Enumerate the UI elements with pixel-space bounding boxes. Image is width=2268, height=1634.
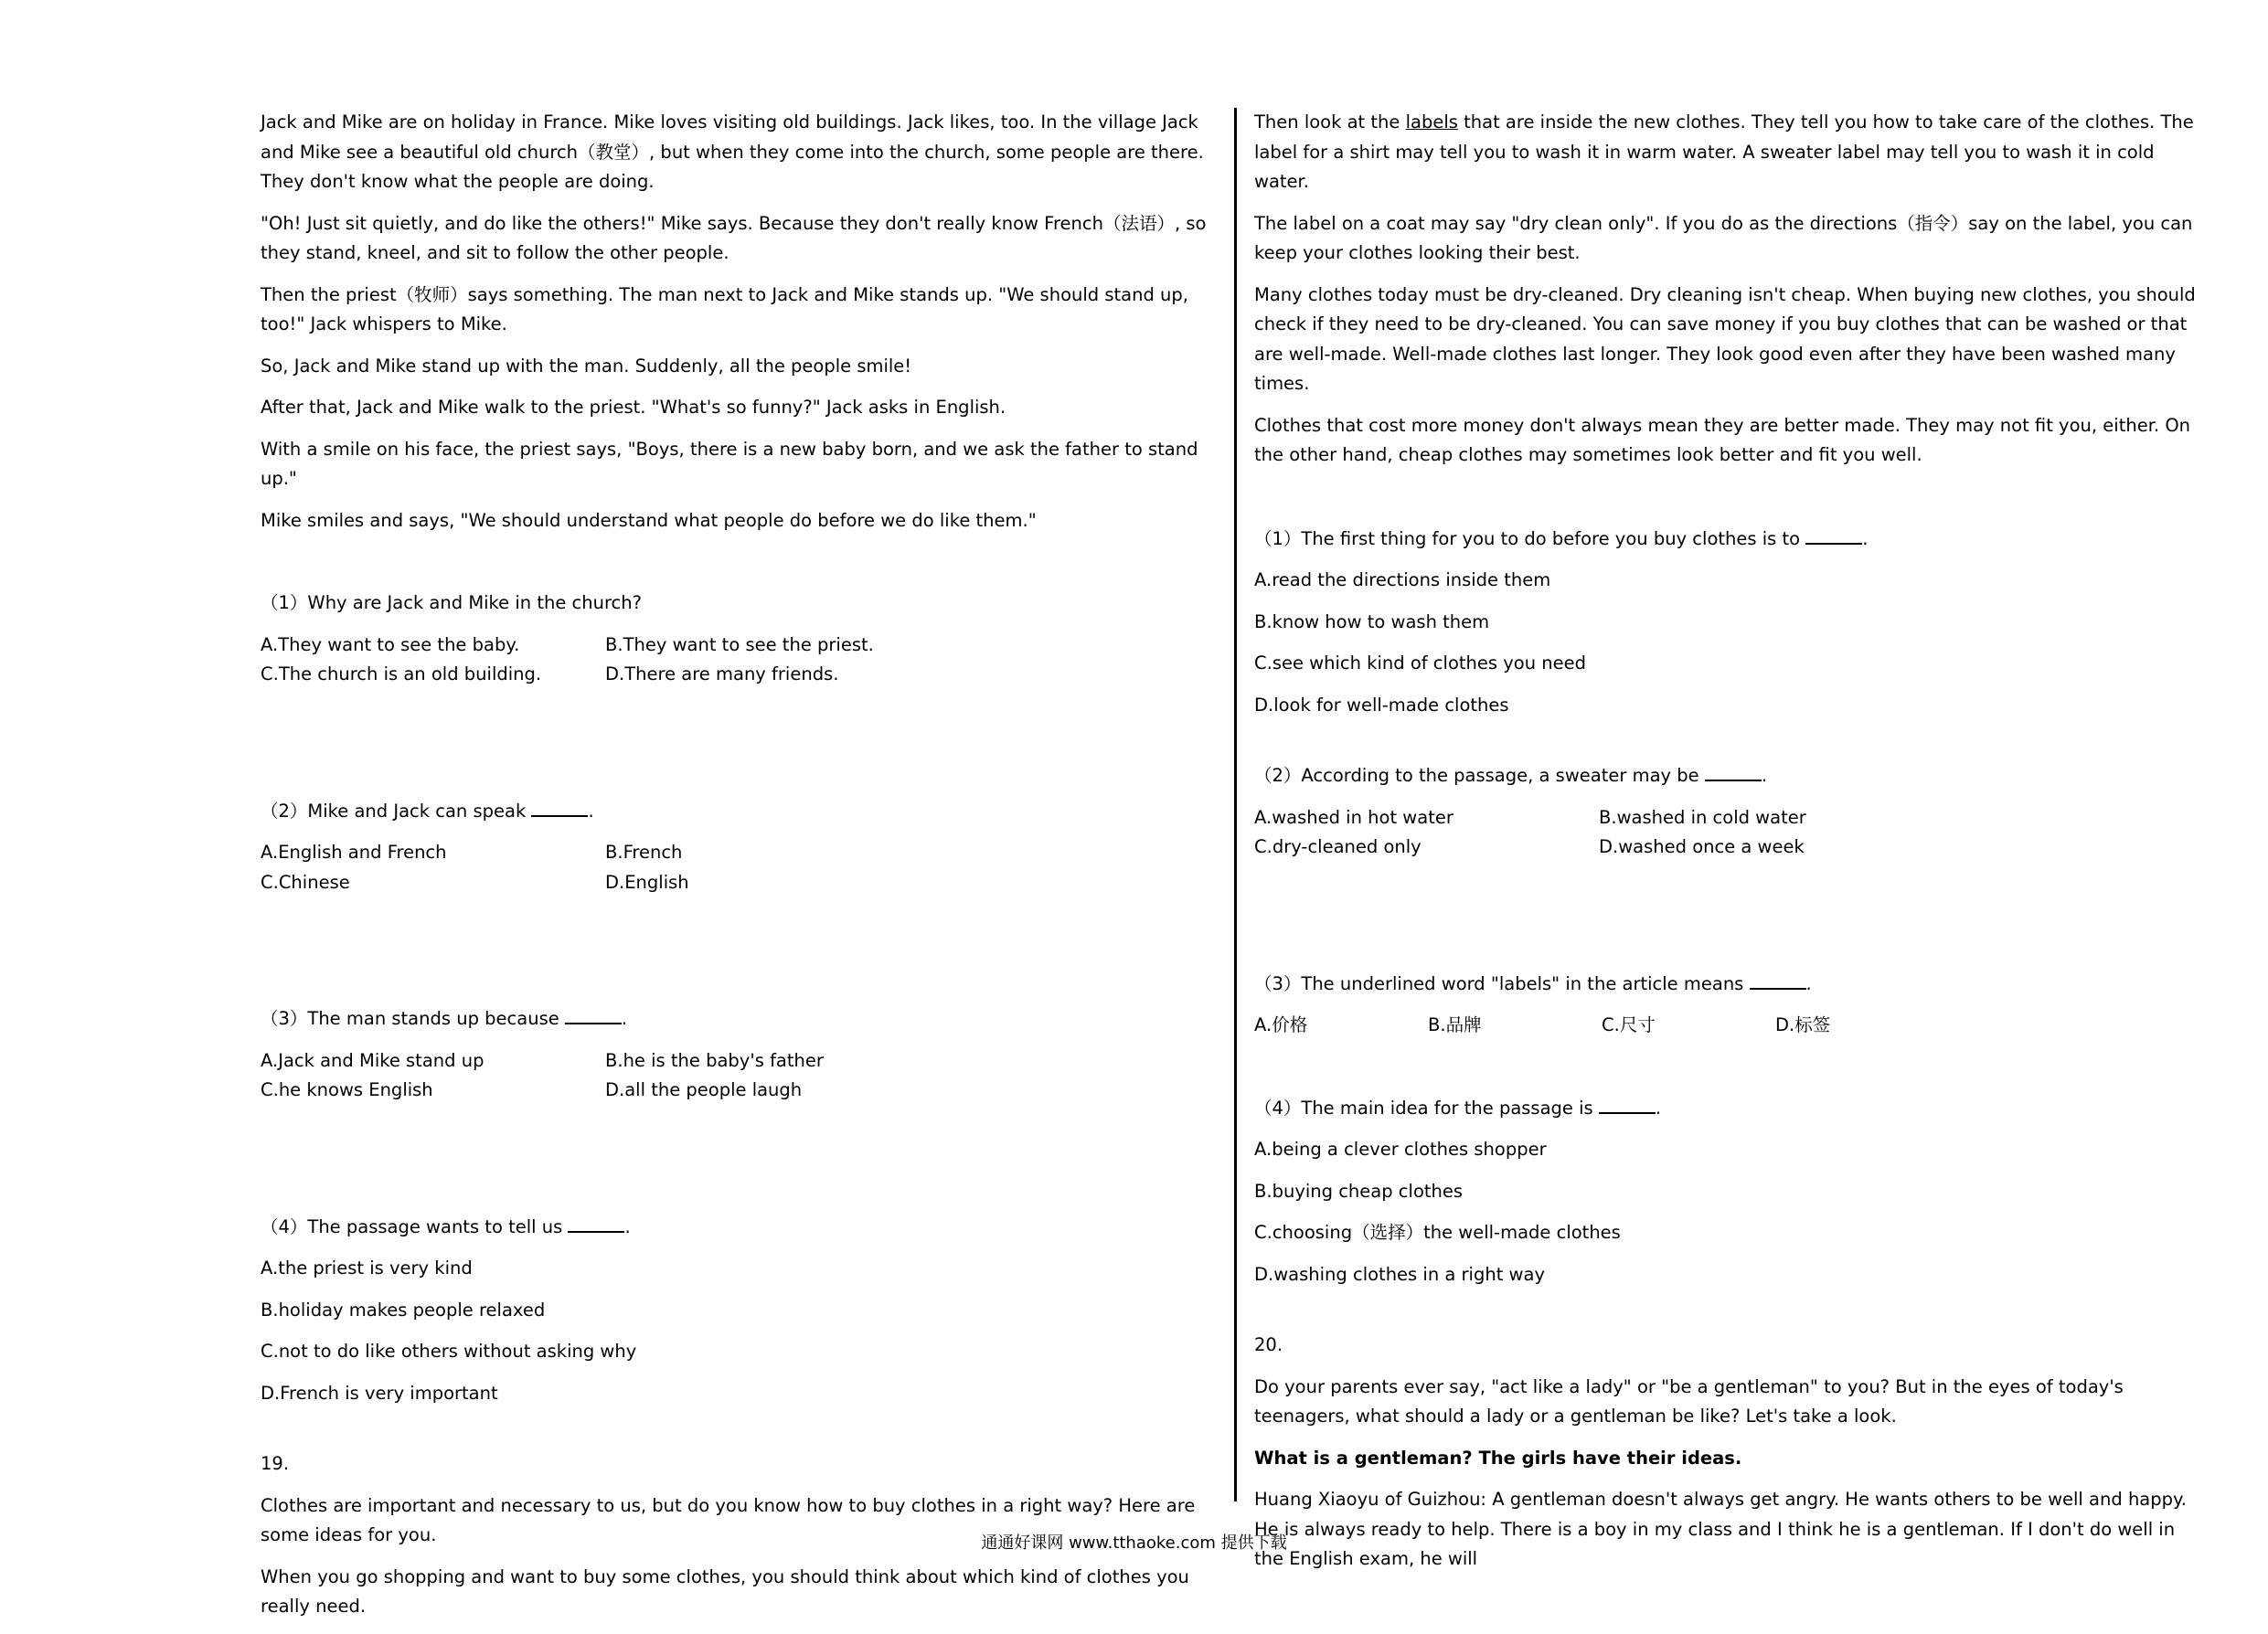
column-divider (1234, 108, 1237, 1501)
passage-paragraph: So, Jack and Mike stand up with the man. Suddenly, all the people smile! (261, 355, 912, 377)
answer-blank (565, 1004, 622, 1024)
option-c: C.The church is an old building. (261, 663, 542, 684)
question-3 (1254, 970, 2209, 1041)
option-a: A.washed in hot water (1254, 806, 1453, 828)
option-c: C.not to do like others without asking why (261, 1341, 637, 1362)
passage-paragraph: Mike smiles and says, "We should understand what people do before we do like them." (261, 509, 1037, 531)
option-a: A.English and French (261, 842, 447, 863)
passage-paragraph: Do your parents ever say, "act like a lady" or "be a gentleman" to you? But in the eyes of today's teenagers, what should a lady or a gentleman be like? Let's take a look. (1254, 1375, 2124, 1427)
option-b: B.know how to wash them (1254, 610, 1490, 632)
question-stem (1254, 970, 2209, 1000)
question-text: （3）The man stands up because (261, 1008, 565, 1029)
passage-paragraph: Then the priest（牧师）says something. The man next to Jack and Mike stands up. "We should stand up, too!" Jack whispers to Mike. (261, 283, 1188, 334)
option-c: C.dry-cleaned only (1254, 836, 1421, 857)
paragraph-text: that are inside the new clothes. They tell you how to take care of the clothes. The label for a shirt may tell you to wash it in warm water. A sweater label may tell you to wash it in cold water. (1254, 111, 2194, 192)
option-c: C.choosing（选择）the well-made clothes (1254, 1222, 1621, 1243)
options (1254, 803, 2209, 863)
question-stem: （1）Why are Jack and Mike in the church? (261, 592, 642, 613)
option-b: B.washed in cold water (1599, 806, 1806, 828)
option-b: B.品牌 (1428, 1014, 1482, 1035)
question-number: 19. (261, 1453, 290, 1474)
option-d: D.washed once a week (1599, 836, 1805, 857)
question-end: . (1761, 765, 1768, 786)
passage-paragraph: When you go shopping and want to buy some clothes, you should think about which kind of clothes you really need. (261, 1565, 1189, 1617)
option-c: C.he knows English (261, 1079, 433, 1100)
question-text: （2）According to the passage, a sweater may be (1254, 765, 1705, 786)
question-end: . (1805, 972, 1812, 994)
question-end: . (1862, 527, 1869, 549)
option-d: D.There are many friends. (605, 663, 839, 684)
option-a: A.the priest is very kind (261, 1257, 473, 1279)
footer-text: 通通好课网 www.tthaoke.com 提供下载 (981, 1533, 1287, 1553)
question-stem (261, 797, 1211, 827)
option-a: A.价格 (1254, 1014, 1308, 1035)
question-stem (1254, 525, 2209, 555)
question-text: （2）Mike and Jack can speak (261, 800, 532, 822)
passage-paragraph: With a smile on his face, the priest says, "Boys, there is a new baby born, and we ask the father to stand up." (261, 438, 1198, 489)
right-column (1254, 108, 2209, 1586)
question-end: . (588, 800, 594, 822)
option-d: D.look for well-made clothes (1254, 694, 1509, 716)
question-text: （3）The underlined word "labels" in the article means (1254, 972, 1750, 994)
question-4 (1254, 1094, 2209, 1290)
question-text: （4）The main idea for the passage is (1254, 1097, 1599, 1119)
question-end: . (621, 1008, 628, 1029)
answer-blank (1805, 525, 1862, 545)
question-2 (261, 797, 1211, 898)
question-stem (261, 1213, 1211, 1243)
underlined-word-labels: labels (1405, 111, 1458, 133)
passage-paragraph: After that, Jack and Mike walk to the priest. "What's so funny?" Jack asks in English. (261, 397, 1006, 418)
section-heading: What is a gentleman? The girls have their ideas. (1254, 1447, 1742, 1469)
passage-paragraph: The label on a coat may say "dry clean only". If you do as the directions（指令）say on the label, you can keep your clothes looking their best. (1254, 212, 2193, 263)
option-a: A.They want to see the baby. (261, 633, 520, 655)
answer-blank (1599, 1094, 1656, 1114)
option-c: C.Chinese (261, 871, 350, 893)
paragraph-text: Then look at the (1254, 111, 1406, 133)
option-b: B.French (605, 842, 683, 863)
option-d: D.English (605, 871, 689, 893)
passage-paragraph: "Oh! Just sit quietly, and do like the others!" Mike says. Because they don't really know French（法语）, so they stand, kneel, and sit to follow the other people. (261, 212, 1207, 263)
question-stem (261, 1004, 1211, 1035)
option-d: D.标签 (1775, 1014, 1831, 1035)
passage-paragraph (1254, 108, 2209, 197)
question-2 (1254, 761, 2209, 863)
question-end: . (1655, 1097, 1662, 1119)
option-b: B.They want to see the priest. (605, 633, 874, 655)
left-column (261, 108, 1211, 1634)
passage-paragraph: Clothes are important and necessary to us, but do you know how to buy clothes in a right way? Here are some ideas for you. (261, 1494, 1196, 1545)
answer-blank (531, 797, 588, 817)
passage-paragraph: Jack and Mike are on holiday in France. Mike loves visiting old buildings. Jack likes, too. In the village Jack and Mike see a beautiful old church（教堂）, but when they come into the church, some people are there. They don't know what the people are doing. (261, 111, 1204, 192)
question-number: 20. (1254, 1334, 1283, 1355)
question-stem (1254, 761, 2209, 791)
passage-paragraph: Huang Xiaoyu of Guizhou: A gentleman doesn't always get angry. He wants others to be well and happy. He is always ready to help. There is a boy in my class and I think he is a gentleman. If I don't do well in the English exam, he will (1254, 1489, 2187, 1569)
option-b: B.he is the baby's father (605, 1049, 824, 1071)
options (261, 838, 1211, 897)
option-b: B.buying cheap clothes (1254, 1180, 1464, 1202)
answer-blank (568, 1213, 624, 1233)
question-1 (1254, 525, 2209, 721)
options (261, 1046, 1211, 1106)
option-b: B.holiday makes people relaxed (261, 1299, 546, 1321)
passage-paragraph: Many clothes today must be dry-cleaned. Dry cleaning isn't cheap. When buying new clothes, you should check if they need to be dry-cleaned. You can save money if you buy clothes that can be washed or that are well-made. Well-made clothes last longer. They look good even after they have been washed many times. (1254, 283, 2196, 394)
option-c: C.尺寸 (1602, 1014, 1656, 1035)
question-text: （4）The passage wants to tell us (261, 1215, 569, 1237)
answer-blank (1705, 761, 1762, 781)
passage-paragraph: Clothes that cost more money don't always mean they are better made. They may not fit you, either. On the other hand, cheap clothes may sometimes look better and fit you well. (1254, 414, 2191, 465)
question-end: . (624, 1215, 631, 1237)
answer-blank (1750, 970, 1806, 990)
option-c: C.see which kind of clothes you need (1254, 653, 1586, 674)
question-stem (1254, 1094, 2209, 1124)
option-a: A.being a clever clothes shopper (1254, 1139, 1547, 1160)
option-a: A.Jack and Mike stand up (261, 1049, 484, 1071)
question-1 (261, 589, 1211, 690)
option-d: D.all the people laugh (605, 1079, 803, 1100)
option-d: D.washing clothes in a right way (1254, 1263, 1545, 1285)
options (261, 631, 1211, 690)
question-text: （1）The first thing for you to do before you buy clothes is to (1254, 527, 1806, 549)
question-4 (261, 1213, 1211, 1409)
options (1254, 1011, 2209, 1041)
question-3 (261, 1004, 1211, 1106)
option-a: A.read the directions inside them (1254, 569, 1551, 590)
option-d: D.French is very important (261, 1382, 498, 1404)
